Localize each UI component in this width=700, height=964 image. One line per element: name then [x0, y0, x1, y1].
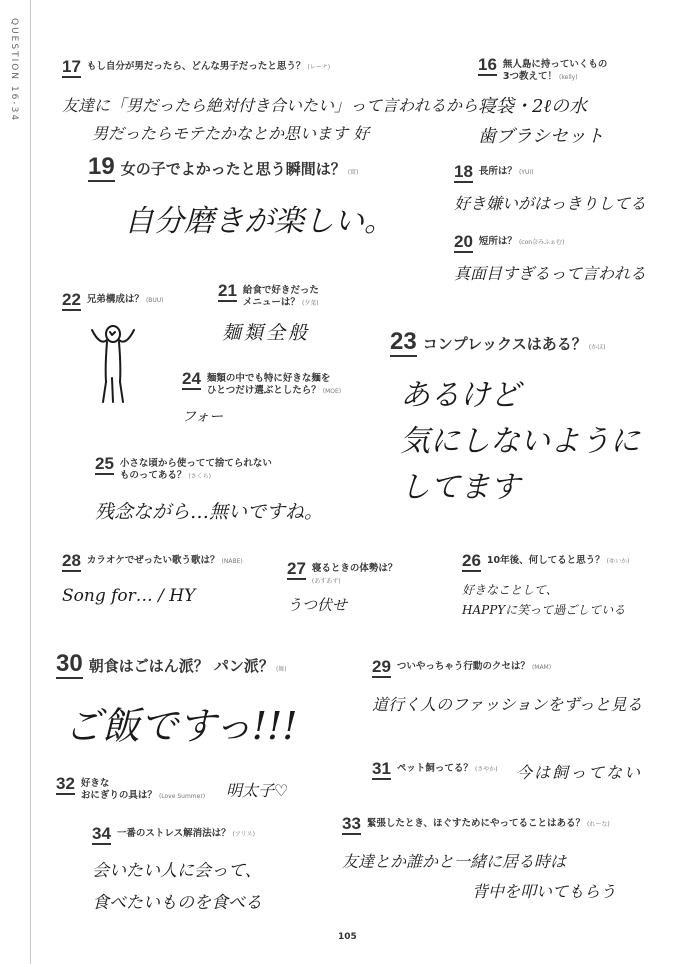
asker: (BUU)	[145, 297, 164, 304]
answer	[64, 695, 298, 750]
answer	[62, 586, 243, 606]
asker: (さやか)	[474, 766, 498, 773]
asker: (さくら)	[188, 473, 212, 481]
question-text: 短所は？	[478, 236, 517, 247]
question-text: 好きな	[80, 778, 110, 789]
question-text: 長所は？	[478, 166, 517, 177]
question-text: 女の子でよかったと思う瞬間は？	[120, 160, 346, 178]
question-text: 寝るときの体勢は？	[311, 563, 398, 574]
asker: (kelly)	[559, 74, 578, 82]
question-number: 17	[62, 57, 81, 76]
answer	[342, 847, 616, 907]
answer	[454, 191, 646, 214]
question-text: ついやっちゃう行動のクセは？	[396, 661, 530, 672]
asker: (アリス)	[232, 831, 255, 838]
answer	[462, 580, 629, 620]
answer-line: 残念ながら…無いですね。	[95, 500, 324, 523]
answer	[182, 406, 341, 426]
question-text: 麺類の中でも特に好きな麺を	[206, 373, 331, 384]
question-number: 16	[478, 55, 497, 74]
question-25	[95, 455, 323, 524]
question-text: 給食で好きだった	[242, 285, 319, 296]
question-text-line2: ものってある？	[119, 470, 187, 482]
question-text-line2: おにぎりの具は？	[80, 790, 157, 802]
answer	[62, 92, 478, 148]
answer-line: 明太子♡	[226, 781, 289, 800]
question-21	[218, 282, 319, 345]
asker: (夕菜)	[301, 300, 319, 308]
question-number: 34	[92, 824, 111, 843]
question-26	[462, 552, 629, 620]
page-number: 105	[338, 932, 357, 942]
answer	[478, 92, 607, 152]
answer	[92, 855, 262, 919]
answer-line: 真面目すぎるって言われる	[454, 264, 647, 283]
question-18	[454, 163, 646, 214]
answer-line: 食べたいものを食べる	[92, 893, 262, 913]
asker: (舞)	[275, 666, 287, 673]
answer-line: 背中を叩いてもらう	[472, 882, 617, 901]
answer-line: あるけど	[400, 378, 520, 413]
answer-line: 友達に「男だったら絶対付き合いたい」って言われるから	[62, 96, 479, 115]
answer-line: 友達とか誰かと一緒に居る時は	[342, 852, 567, 871]
stick-figure-drawing	[88, 322, 138, 404]
question-text: 朝食はごはん派？ パン派？	[88, 657, 274, 675]
answer	[287, 594, 397, 615]
question-34	[92, 825, 262, 919]
sidebar	[0, 0, 31, 964]
question-number: 21	[218, 281, 237, 300]
question-text-line2: 3つ教えて！	[502, 71, 558, 83]
question-text-line2: メニューは？	[242, 297, 300, 309]
question-text: 緊張したとき、ほぐすためにやってることはある？	[366, 818, 586, 829]
answer	[124, 196, 394, 240]
asker: (レーナ)	[307, 64, 331, 71]
question-number: 23	[390, 328, 417, 355]
asker: (MOE)	[322, 388, 342, 396]
answer-line: 好きなことして、	[462, 583, 558, 597]
asker: (かほ)	[588, 344, 606, 351]
asker: (NABE)	[221, 558, 243, 565]
question-33	[342, 815, 616, 907]
question-text: 兄弟構成は？	[86, 294, 144, 305]
answer	[454, 261, 646, 284]
question-number: 20	[454, 232, 473, 251]
question-number: 27	[287, 559, 306, 578]
answer-line: 気にしないように	[400, 424, 640, 459]
question-20	[454, 233, 646, 284]
question-text-line2: ひとつだけ選ぶとしたら？	[206, 385, 321, 397]
question-text: 一番のストレス解消法は？	[116, 828, 231, 839]
answer-line: うつ伏せ	[287, 595, 348, 614]
answer-line: HAPPYに笑って過ごしている	[462, 603, 626, 617]
question-number: 30	[56, 650, 83, 677]
answer-line: してます	[400, 470, 520, 505]
asker: (con奈みふぁむ)	[518, 239, 565, 246]
asker: (YUI)	[518, 169, 534, 176]
asker: (あすあず)	[311, 578, 341, 586]
asker: (れーな)	[587, 821, 610, 828]
asker: (MAM)	[531, 664, 552, 671]
answer	[222, 318, 319, 345]
question-27	[287, 560, 397, 615]
answer	[400, 373, 640, 511]
question-text: コンプレックスはある？	[422, 335, 587, 353]
answer-line: フォー	[182, 408, 224, 425]
question-text: もし自分が男だったら、どんな男子だったと思う？	[86, 61, 306, 72]
question-30	[56, 652, 298, 750]
question-text: 無人島に持っていくもの	[502, 59, 608, 70]
answer-q32	[226, 778, 288, 801]
asker: (Love Summer)	[158, 793, 206, 801]
question-number: 25	[95, 454, 114, 473]
question-number: 31	[372, 759, 391, 778]
question-24	[182, 370, 341, 426]
answer-line: 男だったらモテたかなとか思います 好	[92, 124, 370, 143]
question-number: 18	[454, 162, 473, 181]
question-32	[56, 775, 205, 803]
answer-line: 会いたい人に会って、	[92, 861, 262, 881]
asker: (實)	[347, 169, 359, 176]
question-23	[390, 330, 640, 511]
section-label: QUESTION 16-34	[9, 18, 19, 123]
answer-line: 寝袋・2ℓの水	[478, 95, 587, 117]
question-number: 28	[62, 551, 81, 570]
answer-q31	[516, 760, 642, 783]
question-19	[88, 155, 394, 240]
question-text: ペット飼ってる？	[396, 763, 473, 774]
question-16	[478, 56, 607, 152]
question-text: 小さな頃から使ってて捨てられない	[119, 458, 272, 469]
answer	[372, 692, 642, 715]
answer-line: Song for… / HY	[62, 586, 196, 606]
question-number: 29	[372, 657, 391, 676]
answer-line: 麺類全般	[222, 321, 311, 344]
question-number: 24	[182, 369, 201, 388]
answer-line: 好き嫌いがはっきりしてる	[454, 194, 647, 213]
answer-line: 今は飼ってない	[516, 763, 643, 782]
question-number: 32	[56, 774, 75, 793]
question-text: 10年後、何してると思う？	[486, 555, 605, 566]
question-number: 22	[62, 290, 81, 309]
question-29	[372, 658, 642, 715]
asker: (ゆいか)	[606, 558, 630, 565]
answer-line: 道行く人のファッションをずっと見る	[372, 695, 643, 714]
question-number: 26	[462, 551, 481, 570]
answer-line: 歯ブラシセット	[478, 125, 604, 147]
question-text: カラオケでぜったい歌う歌は？	[86, 555, 220, 566]
question-28	[62, 552, 243, 606]
answer	[95, 497, 323, 524]
question-number: 19	[88, 153, 115, 180]
question-22	[62, 291, 164, 311]
answer-line: ご飯ですっ!!!	[64, 704, 298, 748]
question-17	[62, 58, 478, 148]
question-31	[372, 760, 498, 780]
answer-line: 自分磨きが楽しい。	[124, 204, 394, 239]
question-number: 33	[342, 814, 361, 833]
